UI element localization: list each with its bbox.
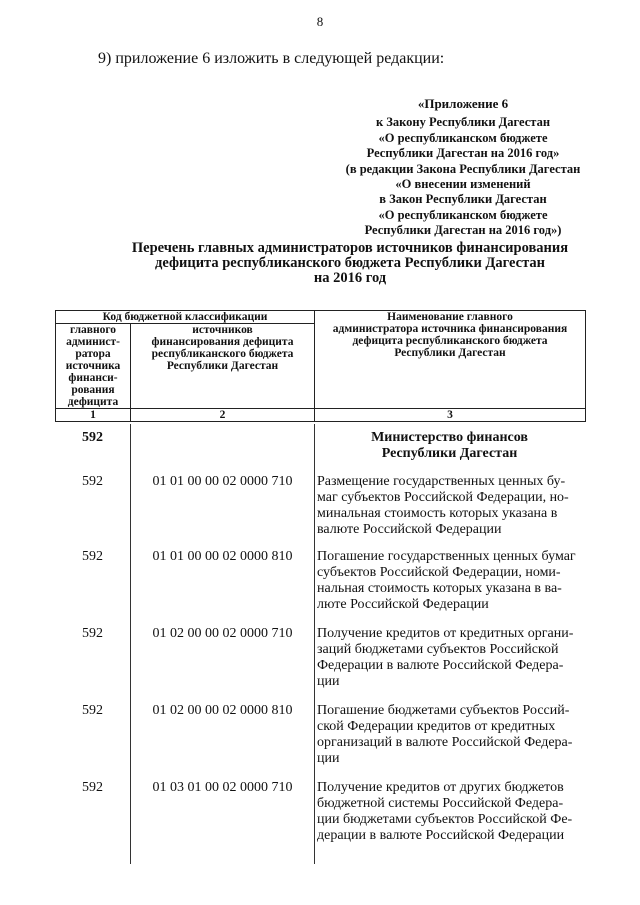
ministry-name: Министерство финансов Республики Дагестан	[371, 430, 528, 461]
admin-code: 592	[82, 474, 103, 489]
document-title	[60, 241, 640, 286]
admin-code: 592	[82, 626, 103, 641]
appendix-line: Республики Дагестан на 2016 год»)	[364, 223, 562, 238]
admin-code: 592	[82, 703, 103, 718]
admin-code: 592	[82, 780, 103, 795]
column-number: 1	[56, 409, 131, 422]
budget-code: 01 02 00 00 02 0000 710	[152, 626, 293, 641]
column-number: 3	[315, 409, 586, 422]
row-description: Получение кредитов от кредитных органи- заций бюджетами субъектов Российской Федерации в валюте Российской Федера- ции	[317, 626, 574, 689]
column-divider	[314, 424, 315, 864]
amendment-intro: 9) приложение 6 изложить в следующей редакции:	[98, 50, 445, 67]
page-number: 8	[316, 14, 324, 29]
budget-code: 01 02 00 00 02 0000 810	[152, 703, 293, 718]
source-column-header: источников финансирования дефицита республиканского бюджета Республики Дагестан	[131, 324, 315, 409]
admin-column-header: главного админист- ратора источника финанси- рования дефицита	[56, 324, 131, 409]
row-description: Получение кредитов от других бюджетов бюджетной системы Российской Федера- ции бюджетами субъектов Российской Фе- дерации в валюте Российской Федерации	[317, 780, 573, 843]
row-description: Погашение бюджетами субъектов Россий- ской Федерации кредитов от кредитных организаций в валюте Российской Федера- ции	[317, 703, 573, 766]
budget-code: 01 01 00 00 02 0000 810	[152, 549, 293, 564]
appendix-line: к Закону Республики Дагестан	[375, 115, 551, 130]
title-line: Перечень главных администраторов источников финансирования	[131, 240, 569, 256]
budget-code: 01 01 00 00 02 0000 710	[152, 474, 293, 489]
budget-classification-header: Код бюджетной классификации	[56, 311, 315, 324]
table-body	[55, 424, 585, 884]
appendix-header	[318, 96, 608, 239]
appendix-line: «О республиканском бюджете	[378, 207, 548, 222]
appendix-line: (в редакции Закона Республики Дагестан	[345, 161, 581, 176]
appendix-line: в Закон Республики Дагестан	[379, 192, 547, 207]
row-description: Погашение государственных ценных бумаг субъектов Российской Федерации, номи- нальная стоимость которых указана в ва- люте Российской Федерации	[317, 549, 576, 612]
appendix-title: «Приложение 6	[417, 96, 509, 111]
row-description: Размещение государственных ценных бу- маг субъектов Российской Федерации, но- минальная стоимость которых указана в валюте Российской Федерации	[317, 474, 569, 537]
title-line: дефицита республиканского бюджета Республики Дагестан	[155, 255, 545, 271]
appendix-line: «О республиканском бюджете	[378, 130, 548, 145]
title-line: на 2016 год	[313, 270, 387, 286]
name-column-header: Наименование главного администратора источника финансирования дефицита республиканского бюджета Республики Дагестан	[315, 311, 586, 409]
admin-code: 592	[82, 430, 103, 445]
appendix-line: Республики Дагестан на 2016 год»	[366, 146, 560, 161]
column-number: 2	[131, 409, 315, 422]
admin-code: 592	[82, 549, 103, 564]
budget-code: 01 03 01 00 02 0000 710	[152, 780, 293, 795]
table-header	[55, 310, 586, 422]
column-divider	[130, 424, 131, 864]
appendix-line: «О внесении изменений	[395, 177, 531, 192]
